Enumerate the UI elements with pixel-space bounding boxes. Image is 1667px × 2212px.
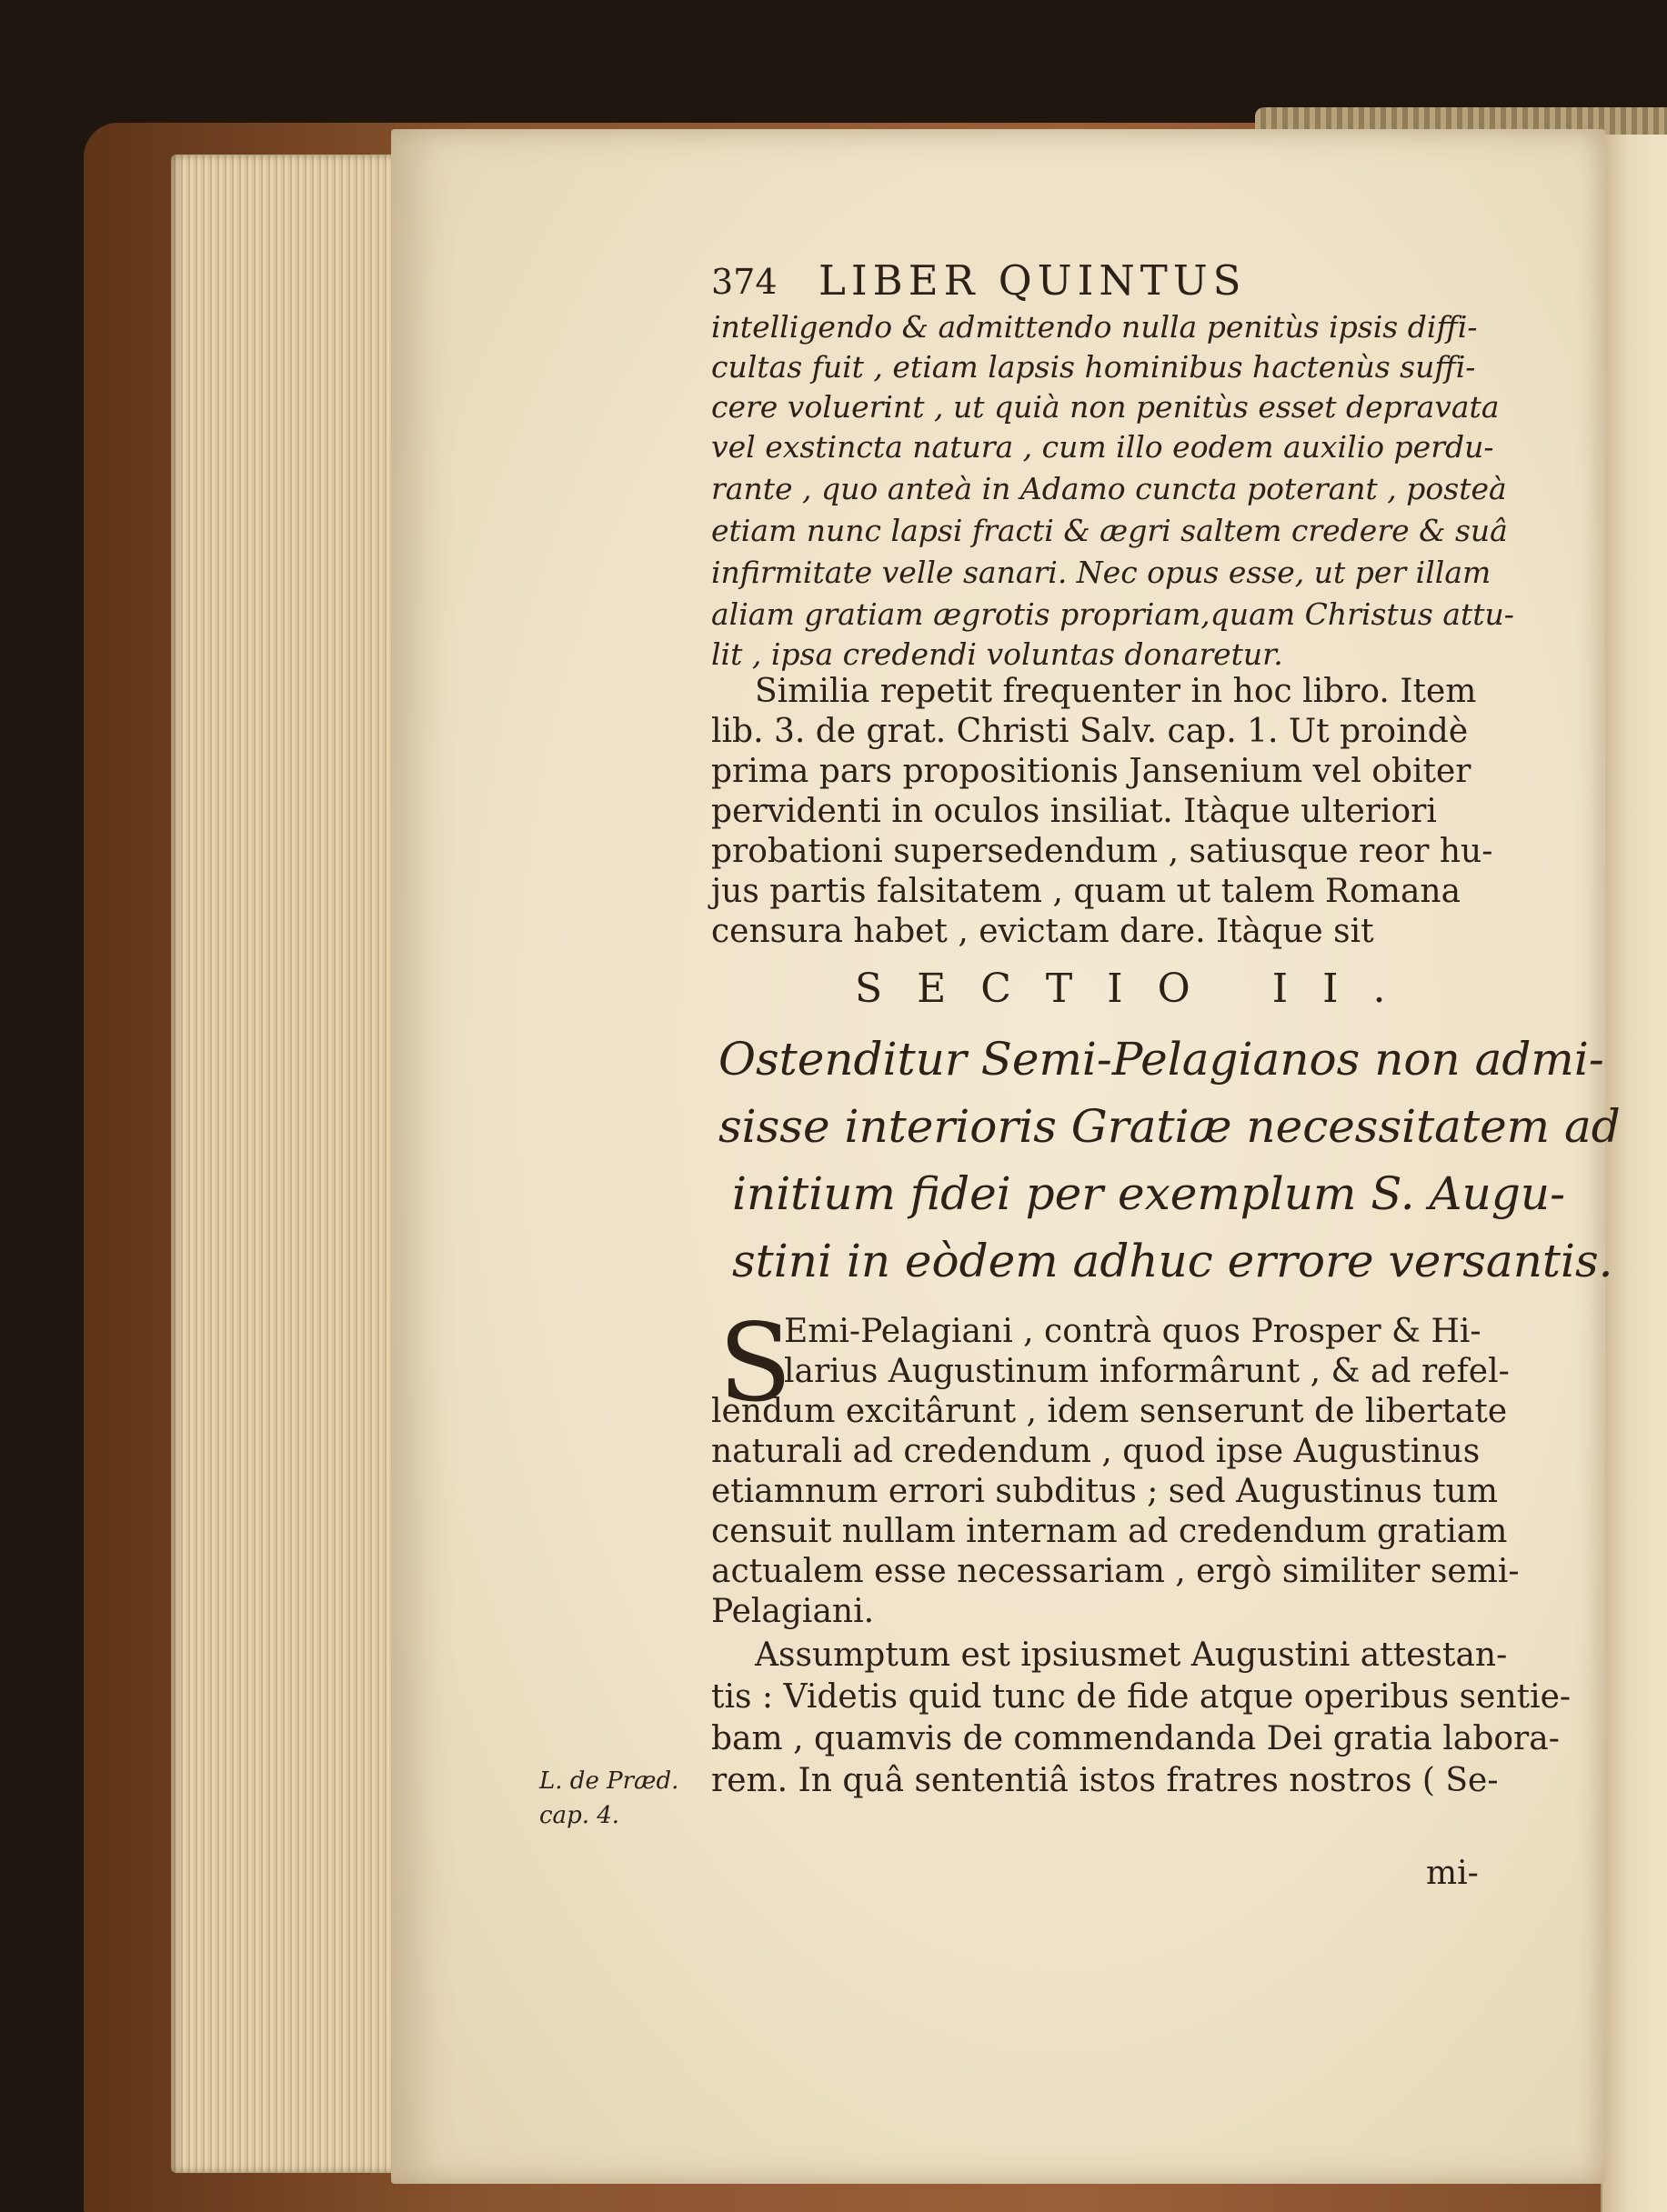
section-subtitle-line: stini in eòdem adhuc errore versantis. [732,1235,1613,1287]
margin-note-line: L. de Præd. [539,1767,679,1795]
page-number: 374 [711,262,778,302]
body-line: lib. 3. de grat. Christi Salv. cap. 1. Ut proindè [711,713,1469,750]
body-line: larius Augustinum informârunt , & ad refel- [784,1353,1510,1390]
body-line: etiamnum errori subditus ; sed Augustinus tum [711,1473,1499,1510]
quote-line: lit , ipsa credendi voluntas donaretur. [711,636,1283,672]
quote-line: etiam nunc lapsi fracti & ægri saltem credere & suâ [711,513,1508,548]
body-line: lendum excitârunt , idem senserunt de libertate [711,1393,1508,1430]
body-line: pervidenti in oculos insiliat. Itàque ulteriori [711,793,1437,830]
body-line: bam , quamvis de commendanda Dei gratia labora- [711,1720,1560,1757]
body-line: prima pars propositionis Jansenium vel obiter [711,753,1471,790]
quote-line: infirmitate velle sanari. Nec opus esse, ut per illam [711,555,1491,590]
section-subtitle-line: Ostenditur Semi-Pelagianos non admi- [718,1033,1604,1086]
quote-line: intelligendo & admittendo nulla penitùs ipsis diffi- [711,309,1478,345]
quote-line: vel exstincta natura , cum illo eodem auxilio perdu- [711,429,1494,465]
body-line: tis : Videtis quid tunc de fide atque operibus sentie- [711,1678,1572,1716]
quote-line: aliam gratiam ægrotis propriam,quam Christus attu- [711,596,1514,632]
quote-line: cere voluerint , ut quià non penitùs esset depravata [711,389,1500,425]
margin-note-line: cap. 4. [539,1802,620,1829]
body-line: probationi supersedendum , satiusque reor hu- [711,833,1493,870]
body-line: jus partis falsitatem , quam ut talem Romana [711,873,1461,910]
body-line: censura habet , evictam dare. Itàque sit [711,913,1374,950]
body-line: rem. In quâ sententiâ istos fratres nostros ( Se- [711,1762,1499,1799]
facing-page-edge [1601,135,1667,2212]
body-line: censuit nullam internam ad credendum gratiam [711,1513,1508,1550]
body-line: naturali ad credendum , quod ipse Augustinus [711,1433,1481,1470]
body-line: Emi-Pelagiani , contrà quos Prosper & Hi- [784,1313,1481,1350]
body-line: Similia repetit frequenter in hoc libro. Item [755,673,1477,710]
section-subtitle-line: sisse interioris Gratiæ necessitatem ad [718,1100,1621,1153]
catchword: mi- [1426,1855,1479,1892]
section-heading: SECTIO II. [855,966,1421,1012]
quote-line: cultas fuit , etiam lapsis hominibus hactenùs suffi- [711,349,1476,385]
running-title: LIBER QUINTUS [818,256,1247,305]
section-subtitle-line: initium fidei per exemplum S. Augu- [732,1167,1565,1220]
drop-cap: S [718,1300,792,1426]
body-line: Assumptum est ipsiusmet Augustini attestan- [755,1636,1508,1674]
quote-line: rante , quo anteà in Adamo cuncta poterant , posteà [711,471,1507,506]
body-line: Pelagiani. [711,1593,875,1630]
body-line: actualem esse necessariam , ergò similiter semi- [711,1553,1520,1590]
